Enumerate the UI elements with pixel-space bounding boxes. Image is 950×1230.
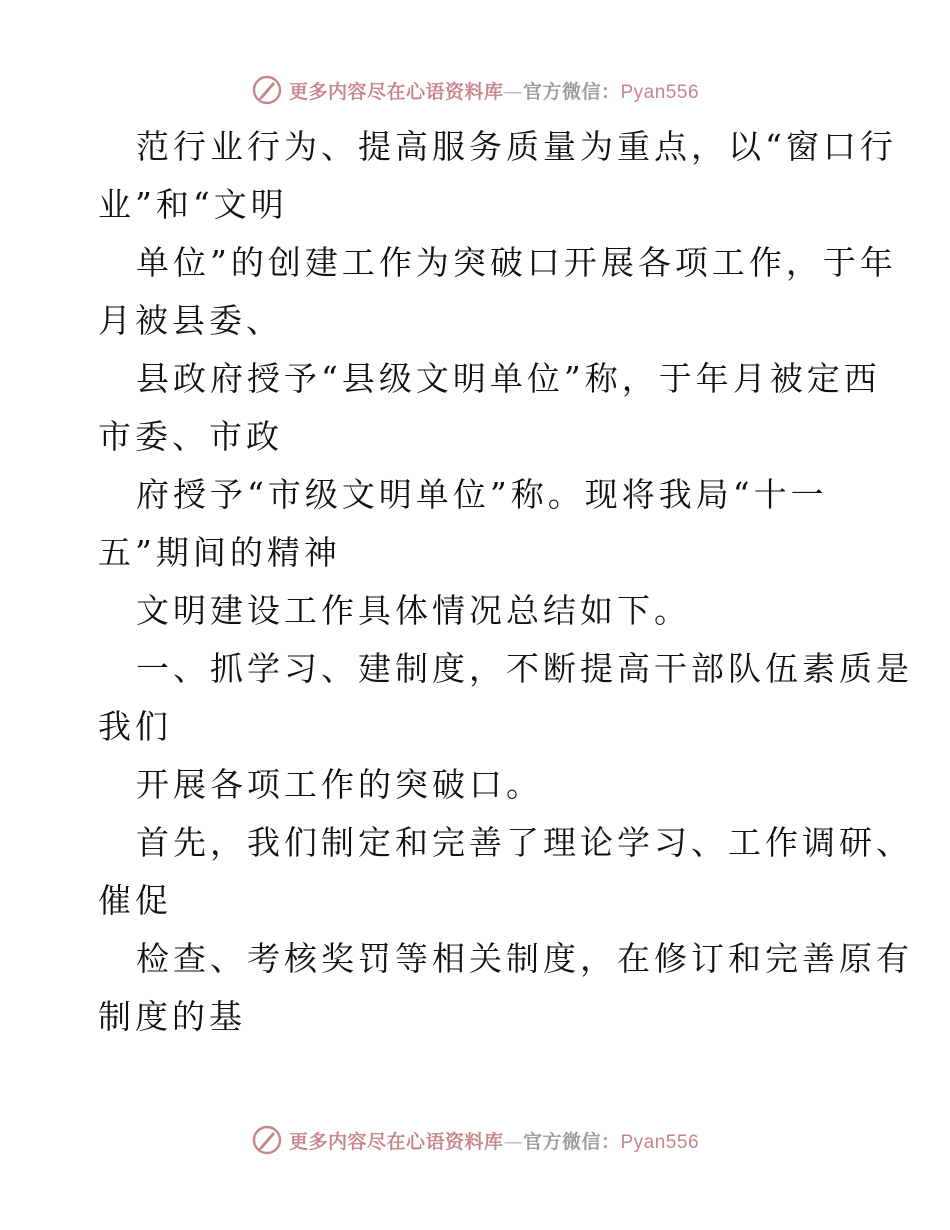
watermark-wechat-id: Pyan556	[620, 1131, 700, 1153]
watermark-official-label: 官方微信：	[522, 1130, 621, 1153]
watermark-brand: 更多内容尽在心语资料库	[288, 80, 504, 103]
text-line: 府授予“市级文明单位”称。现将我局“十一	[136, 475, 828, 514]
watermark-dash: —	[503, 80, 523, 103]
watermark-wechat-id: Pyan556	[620, 81, 700, 103]
footer-watermark	[0, 1120, 950, 1160]
text-line: 我们	[98, 707, 172, 746]
text-line: 检查、考核奖罚等相关制度，在修订和完善原有	[136, 939, 913, 978]
header-watermark	[0, 70, 950, 110]
text-line: 范行业行为、提高服务质量为重点，以“窗口行	[136, 127, 897, 166]
watermark-dash: —	[503, 1130, 523, 1153]
text-line: 文明建设工作具体情况总结如下。	[136, 591, 691, 630]
text-line: 月被县委、	[98, 301, 283, 340]
document-body	[98, 118, 913, 1046]
text-line: 首先，我们制定和完善了理论学习、工作调研、	[136, 823, 913, 862]
watermark-brand: 更多内容尽在心语资料库	[288, 1130, 504, 1153]
text-line: 制度的基	[98, 997, 246, 1036]
text-line: 县政府授予“县级文明单位”称，于年月被定西	[136, 359, 881, 398]
text-line: 催促	[98, 881, 172, 920]
quill-seal-icon	[251, 1124, 283, 1156]
text-line: 单位”的创建工作为突破口开展各项工作，于年	[136, 243, 897, 282]
quill-seal-icon	[251, 74, 283, 106]
watermark-official-label: 官方微信：	[522, 80, 621, 103]
text-line: 一、抓学习、建制度，不断提高干部队伍素质是	[136, 649, 913, 688]
text-line: 开展各项工作的突破口。	[136, 765, 543, 804]
text-line: 市委、市政	[98, 417, 283, 456]
text-line: 业”和“文明	[98, 185, 288, 224]
text-line: 五”期间的精神	[98, 533, 341, 572]
